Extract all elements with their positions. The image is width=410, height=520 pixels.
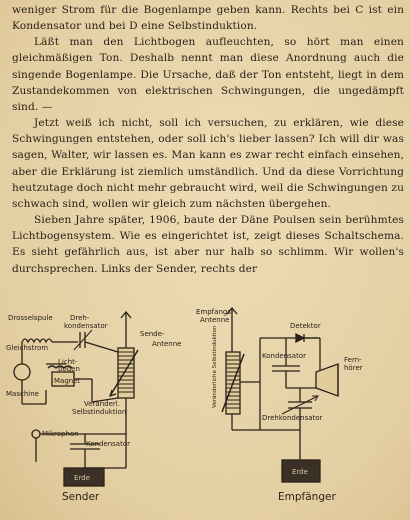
label-detektor: Detektor [290, 322, 321, 330]
label-kondensator-sender: Kondensator [86, 440, 130, 448]
label-gleichstrom: Gleichstrom [6, 344, 49, 352]
label-maschine: Maschine [6, 390, 39, 398]
label-sender: Sender [62, 491, 100, 503]
receiver-variable-capacitor [282, 388, 318, 430]
sender-antenna-symbol [121, 312, 131, 348]
receiver-inductor-coil [222, 352, 244, 414]
paragraph-2: Läßt man den Lichtbogen aufleuchten, so hört man einen gleichmäßigen Ton. Deshalb nennt man diese Anordnung auch die singende Bogenlampe. Die Ursache, daß der Ton entsteht, liegt in dem Zustandekommen von elektrischen Schwingungen, die ungedämpft sind. — [12, 36, 404, 113]
circuit-diagram-svg [0, 302, 410, 520]
label-selbstinduktion-sender: Veränderl. Selbstinduktion [72, 400, 127, 416]
label-mikrophon: Mikrophon [42, 430, 79, 438]
label-drehkondensator-sender: Dreh-kondensator [64, 314, 108, 330]
sender-inductor-coil [110, 348, 138, 398]
circuit-diagram [0, 302, 410, 520]
sender-variable-capacitor [66, 330, 118, 352]
microphone-symbol [32, 430, 40, 438]
sender-ground [36, 462, 104, 486]
label-drehkondensator-receiver: Drehkondensator [262, 414, 323, 422]
label-empfangs-antenne: Empfangs-Antenne [196, 308, 234, 324]
label-drosselspule: Drosselspule [8, 314, 53, 322]
paragraph-4: Sieben Jahre später, 1906, baute der Däne Poulsen sein berühmtes Lichtbogensystem. Wie es eingerichtet ist, zeigt dieses Schaltschema. Es sieht gefährlich aus, ist aber nur halb so schlimm. Wir wollen's durchsprechen. Links der Sender, rechts der [12, 214, 404, 275]
label-selbstinduktion-receiver: Veränderliche Selbstinduktion [212, 325, 218, 408]
dc-generator [14, 364, 46, 404]
label-erde-receiver: Erde [292, 468, 308, 476]
receiver-capacitor [272, 338, 320, 388]
paragraph-3: Jetzt weiß ich nicht, soll ich versuchen, zu erklären, wie diese Schwingungen entstehen, oder soll ich's lieber lassen? Ich will dir was sagen, Walter, wir lassen es. Man kann es zwar recht einfach einsehen, aber die Erklärung ist ziemlich umständlich. Und da diese Vorrichtung heutzutage doch nicht mehr gebraucht wird, weil die Schwingungen zu schwach sind, wollen wir gleich zum nächsten übergehen. [12, 117, 404, 210]
label-kondensator-receiver: Kondensator [262, 352, 306, 360]
paragraph-1: weniger Strom für die Bogenlampe geben kann. Rechts bei C ist ein Kondensator und bei D eine Selbstinduktion. [12, 4, 404, 33]
label-sende-antenne: Sende-Antenne [140, 330, 182, 348]
label-lichtbogen: Licht-bogen [58, 358, 80, 373]
headphone-symbol [316, 364, 338, 396]
body-text [12, 2, 404, 277]
label-fernhoerer: Fern-hörer [344, 356, 363, 372]
label-magnet: Magnet [54, 377, 81, 385]
label-empfaenger: Empfänger [278, 491, 336, 503]
label-erde-sender: Erde [74, 474, 90, 482]
